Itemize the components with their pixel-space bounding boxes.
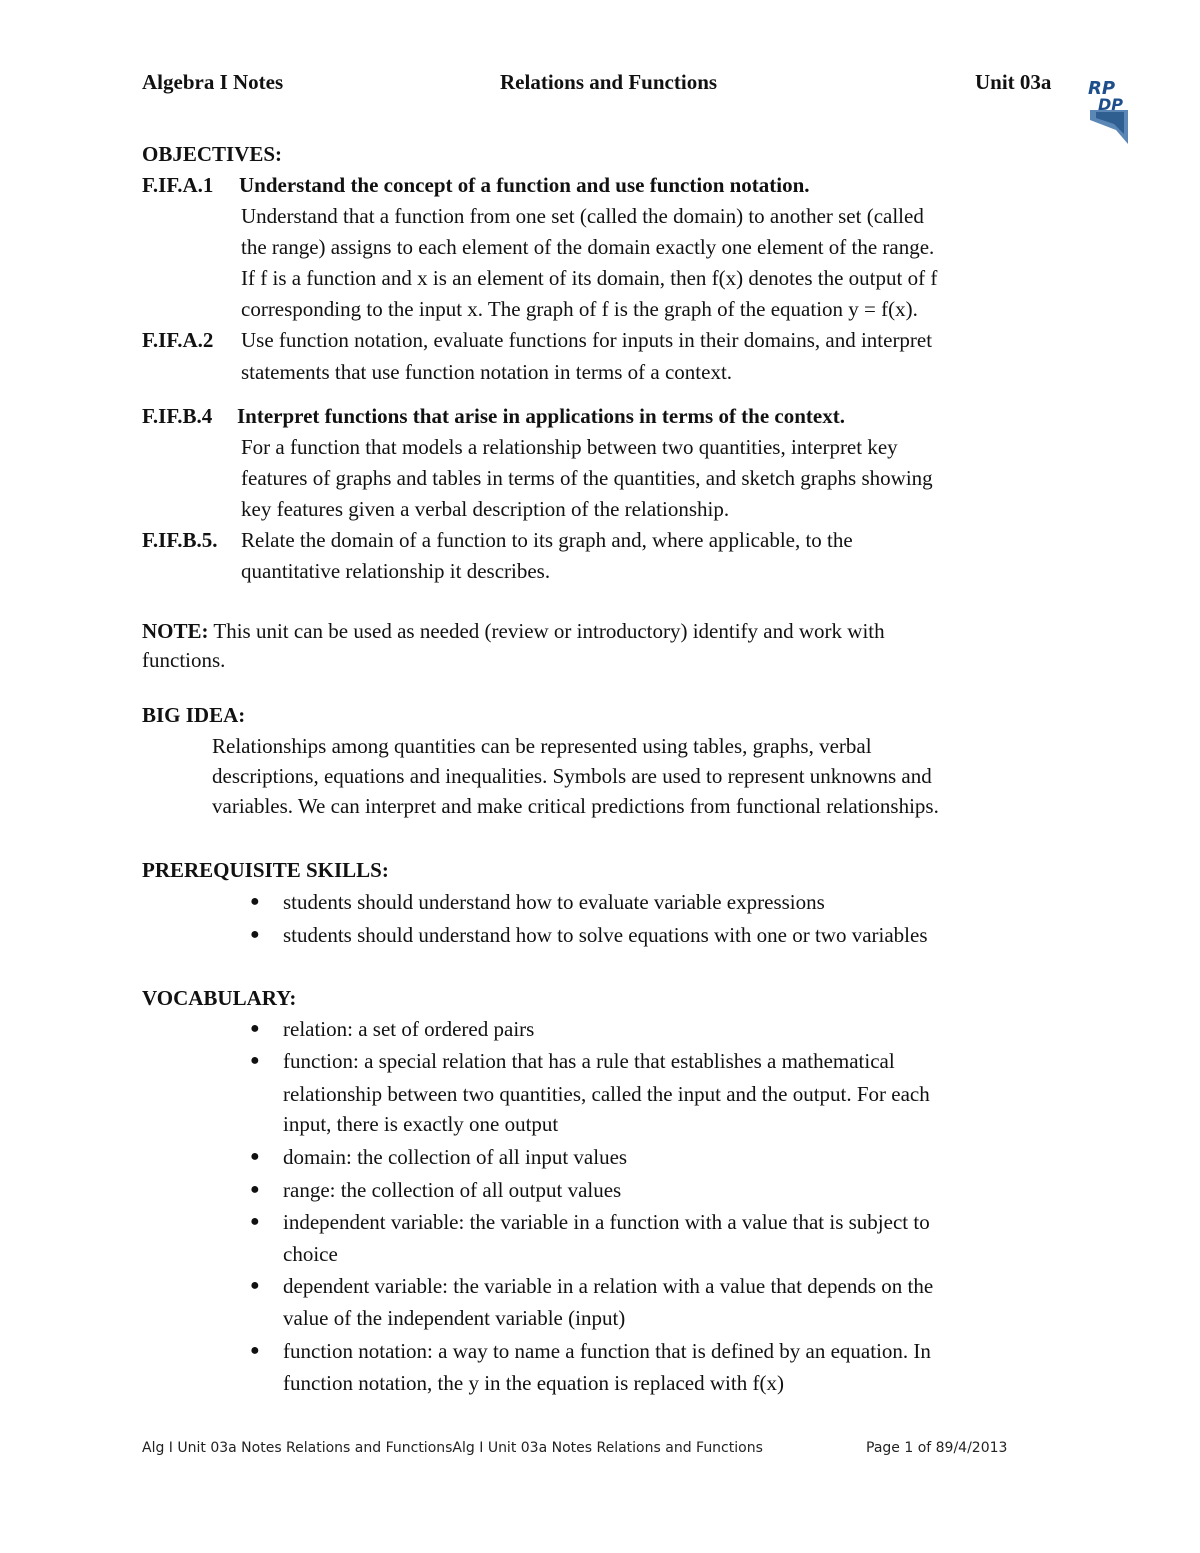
vocabulary-item: range: the collection of all output values [283,1178,622,1202]
logo-text-top: RP [1088,78,1116,99]
objective-text: features of graphs and tables in terms of the quantities, and sketch graphs showing [241,466,933,490]
objective-title: Interpret functions that arise in applications in terms of the context. [237,404,845,428]
bullet-icon: ● [250,1277,260,1294]
objective-text: If f is a function and x is an element of its domain, then f(x) denotes the output of f [241,266,938,290]
note-paragraph [142,619,885,644]
prerequisite-item: students should understand how to evaluate variable expressions [283,890,825,914]
bullet-icon: ● [250,1213,260,1230]
objective-text: key features given a verbal description of the relationship. [241,497,730,521]
note-text-continued: functions. [142,648,226,672]
objective-code: F.IF.B.5. [142,528,218,552]
vocabulary-item-continued: relationship between two quantities, called the input and the output. For each [283,1082,930,1106]
big-idea-text: variables. We can interpret and make critical predictions from functional relationships. [212,794,939,818]
vocabulary-item-continued: function notation, the y in the equation is replaced with f(x) [283,1371,784,1395]
vocabulary-item: function: a special relation that has a rule that establishes a mathematical [283,1049,895,1073]
vocabulary-heading: VOCABULARY: [142,986,297,1010]
bullet-icon: ● [250,893,260,910]
bullet-icon: ● [250,1148,260,1165]
objective-title: Understand the concept of a function and use function notation. [239,173,810,197]
vocabulary-item: domain: the collection of all input values [283,1145,628,1169]
objective-text: For a function that models a relationship between two quantities, interpret key [241,435,898,459]
bullet-icon: ● [250,926,260,943]
big-idea-text: Relationships among quantities can be represented using tables, graphs, verbal [212,734,872,758]
header-unit: Unit 03a [975,70,1052,94]
objective-text: Use function notation, evaluate functions for inputs in their domains, and interpret [241,328,933,352]
vocabulary-item-continued: value of the independent variable (input) [283,1306,626,1330]
objectives-heading: OBJECTIVES: [142,142,283,166]
rpdp-logo [1086,72,1132,146]
vocabulary-item: function notation: a way to name a function that is defined by an equation. In [283,1339,931,1363]
objective-text: Relate the domain of a function to its graph and, where applicable, to the [241,528,853,552]
big-idea-text: descriptions, equations and inequalities. Symbols are used to represent unknowns and [212,764,932,788]
bullet-icon: ● [250,1342,260,1359]
objective-text: the range) assigns to each element of the domain exactly one element of the range. [241,235,935,259]
vocabulary-item-continued: input, there is exactly one output [283,1112,559,1136]
objective-text: quantitative relationship it describes. [241,559,551,583]
note-label: NOTE: [142,619,209,643]
prerequisites-heading: PREREQUISITE SKILLS: [142,858,389,882]
header-left: Algebra I Notes [142,70,284,94]
prerequisite-item: students should understand how to solve equations with one or two variables [283,923,928,947]
vocabulary-item: independent variable: the variable in a function with a value that is subject to [283,1210,930,1234]
objective-text: statements that use function notation in terms of a context. [241,360,733,384]
bullet-icon: ● [250,1020,260,1037]
footer-filename: Alg I Unit 03a Notes Relations and FunctionsAlg I Unit 03a Notes Relations and Functions [142,1440,763,1456]
objective-code: F.IF.A.2 [142,328,214,352]
logo-text-bottom: DP [1098,95,1124,114]
objective-code: F.IF.A.1 [142,173,214,197]
bullet-icon: ● [250,1181,260,1198]
vocabulary-item: relation: a set of ordered pairs [283,1017,535,1041]
big-idea-heading: BIG IDEA: [142,703,246,727]
objective-text: corresponding to the input x. The graph of f is the graph of the equation y = f(x). [241,297,918,321]
header-title: Relations and Functions [500,70,718,94]
objective-code: F.IF.B.4 [142,404,213,428]
bullet-icon: ● [250,1052,260,1069]
footer-page-number: Page 1 of 89/4/2013 [866,1440,1008,1456]
vocabulary-item-continued: choice [283,1242,338,1266]
note-text: This unit can be used as needed (review or introductory) identify and work with [208,619,885,643]
objective-text: Understand that a function from one set (called the domain) to another set (called [241,204,924,228]
vocabulary-item: dependent variable: the variable in a relation with a value that depends on the [283,1274,934,1298]
